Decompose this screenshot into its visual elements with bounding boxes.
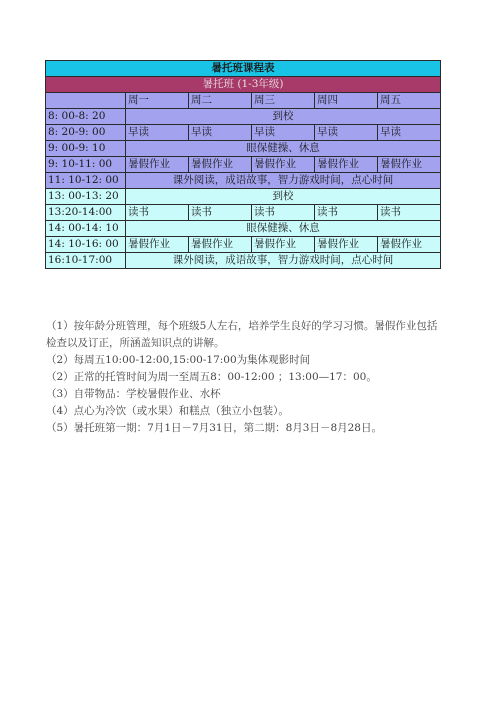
activity-cell: 早读: [126, 125, 189, 141]
day-header: 周四: [315, 93, 378, 109]
activity-span-cell: 到校: [126, 189, 441, 205]
schedule-row: [46, 141, 441, 157]
activity-cell: 读书: [315, 205, 378, 221]
activity-span-cell: 课外阅读，成语故事，智力游戏时间，点心时间: [126, 253, 441, 269]
note-paragraph: （3）自带物品：学校暑假作业、水杯: [46, 388, 221, 400]
activity-cell: 读书: [189, 205, 252, 221]
note-paragraph: （1）按年龄分班管理，每个班级5人左右，培养学生良好的学习习惯。暑假作业包括检查以及订正，所涵盖知识点的讲解。: [46, 320, 438, 349]
activity-span-cell: 眼保健操、休息: [126, 221, 441, 237]
schedule-row: [46, 253, 441, 269]
activity-cell: 暑假作业: [252, 157, 315, 173]
note-paragraph: （4）点心为冷饮（或水果）和糕点（独立小包装）。: [46, 405, 289, 417]
schedule-row: [46, 237, 441, 253]
activity-cell: 读书: [126, 205, 189, 221]
day-header: 周五: [378, 93, 441, 109]
schedule-row: [46, 125, 441, 141]
schedule-table: [45, 60, 441, 269]
schedule-row: [46, 109, 441, 125]
schedule-row: [46, 189, 441, 205]
activity-cell: 早读: [252, 125, 315, 141]
weekday-header-row: [46, 93, 441, 109]
table-title-row: [46, 61, 441, 77]
note-paragraph: （2）每周五10:00-12:00,15:00-17:00为集体观影时间: [46, 354, 311, 366]
time-cell: 8: 00-8: 20: [46, 109, 126, 125]
time-cell: 8: 20-9: 00: [46, 125, 126, 141]
time-cell: 9: 00-9: 10: [46, 141, 126, 157]
activity-cell: 暑假作业: [126, 157, 189, 173]
note-paragraph: （5）暑托班第一期：7月1日－7月31日，第二期：8月3日－8月28日。: [46, 422, 382, 434]
notes-section: [46, 318, 446, 437]
time-cell: 13:20-14:00: [46, 205, 126, 221]
time-cell: 9: 10-11: 00: [46, 157, 126, 173]
time-cell: 16:10-17:00: [46, 253, 126, 269]
time-cell: 14: 10-16: 00: [46, 237, 126, 253]
activity-cell: 暑假作业: [189, 237, 252, 253]
schedule-row: [46, 173, 441, 189]
activity-cell: 早读: [189, 125, 252, 141]
table-subtitle-row: [46, 77, 441, 93]
activity-cell: 暑假作业: [252, 237, 315, 253]
activity-span-cell: 到校: [126, 109, 441, 125]
activity-cell: 暑假作业: [189, 157, 252, 173]
day-header: 周二: [189, 93, 252, 109]
activity-cell: 早读: [315, 125, 378, 141]
activity-cell: 暑假作业: [378, 237, 441, 253]
table-title: 暑托班课程表: [46, 61, 441, 77]
activity-cell: 暑假作业: [126, 237, 189, 253]
note-paragraph: （2）正常的托管时间为周一至周五8：00-12:00 ；13:00—17：00。: [46, 371, 377, 383]
activity-cell: 读书: [378, 205, 441, 221]
day-header: 周一: [126, 93, 189, 109]
time-cell: 11: 10-12: 00: [46, 173, 126, 189]
table-subtitle: 暑托班 (1-3年级): [46, 77, 441, 93]
schedule-row: [46, 157, 441, 173]
time-cell: 13: 00-13: 20: [46, 189, 126, 205]
corner-cell: [46, 93, 126, 109]
schedule-row: [46, 205, 441, 221]
activity-span-cell: 眼保健操、休息: [126, 141, 441, 157]
time-cell: 14: 00-14: 10: [46, 221, 126, 237]
activity-span-cell: 课外阅读，成语故事，智力游戏时间，点心时间: [126, 173, 441, 189]
activity-cell: 读书: [252, 205, 315, 221]
activity-cell: 暑假作业: [315, 157, 378, 173]
day-header: 周三: [252, 93, 315, 109]
activity-cell: 暑假作业: [315, 237, 378, 253]
schedule-row: [46, 221, 441, 237]
activity-cell: 早读: [378, 125, 441, 141]
activity-cell: 暑假作业: [378, 157, 441, 173]
